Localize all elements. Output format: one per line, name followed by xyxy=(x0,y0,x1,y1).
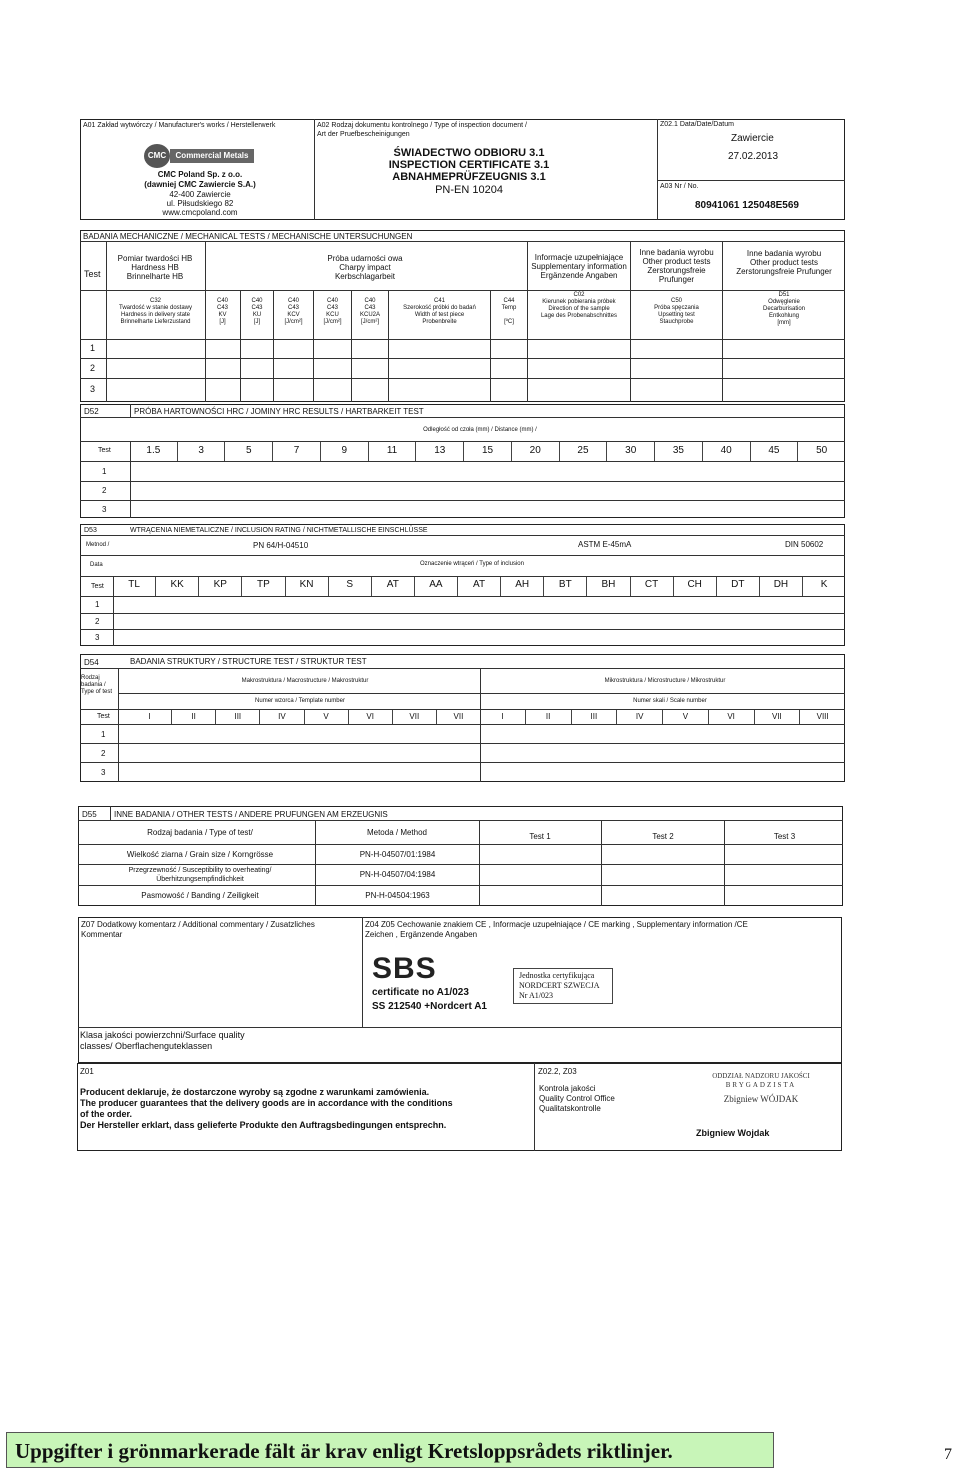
z01-label: Z01 xyxy=(80,1067,94,1076)
declaration-pl: Producent deklaruje, że dostarczone wyroby są zgodne z warunkami zamówienia. xyxy=(80,1087,430,1097)
cert-title-pl: ŚWIADECTWO ODBIORU 3.1 xyxy=(393,147,545,159)
cert-title-de: ABNAHMEPRÜFZEUGNIS 3.1 xyxy=(392,171,546,183)
jominy-row-1: 1 xyxy=(102,467,107,476)
inclusion-type-row xyxy=(113,577,845,596)
c44-header: C44 Temp [ºC] xyxy=(501,298,517,325)
c41-header: C41 Szerokość próbki do badań Width of test piece Probenbreite xyxy=(403,298,476,325)
jominy-distance-cell: 25 xyxy=(559,442,607,461)
micro-scale-cell: VII xyxy=(754,710,800,724)
inclusion-type-cell: KP xyxy=(198,577,241,596)
jominy-distance-cell: 15 xyxy=(463,442,511,461)
macro-scale-cell: V xyxy=(304,710,348,724)
signer-name: Zbigniew Wojdak xyxy=(696,1128,770,1138)
macro-label: Makrostruktura / Macrostructure / Makrostruktur xyxy=(241,678,369,684)
supplementary-de: Ergänzende Angaben xyxy=(540,271,618,280)
other-test3: Test 3 xyxy=(773,832,796,841)
jominy-distance-cell: 35 xyxy=(654,442,702,461)
jominy-distance-cell: 3 xyxy=(177,442,225,461)
macro-scale-cell: IV xyxy=(259,710,303,724)
ku-header: C40 C43 KU [J] xyxy=(251,298,263,325)
qc-en: Quality Control Office xyxy=(539,1094,615,1103)
other2-pl: Inne badania wyrobu xyxy=(746,249,822,258)
supplementary-en: Supplementary information xyxy=(531,262,627,271)
inclusion-type-cell: AT xyxy=(371,577,414,596)
z04-label-2: Zeichen , Ergänzende Angaben xyxy=(365,930,478,939)
inclusion-type-cell: BH xyxy=(586,577,629,596)
micro-scale-cell: IV xyxy=(616,710,662,724)
other-code: D55 xyxy=(82,810,97,819)
inclusion-type-cell: AH xyxy=(500,577,543,596)
inclusion-row-1: 1 xyxy=(95,600,100,609)
inclusion-type-cell: AT xyxy=(457,577,500,596)
grain-size-method: PN-H-04507/01:1984 xyxy=(359,850,436,859)
inclusion-type-cell: KK xyxy=(155,577,198,596)
nordcert-stamp: Jednostka certyfikująca NORDCERT SZWECJA Nr A1/023 xyxy=(513,968,613,1004)
inclusion-data-label: Data xyxy=(90,562,103,568)
z02-label: Z02.2, Z03 xyxy=(538,1067,577,1076)
structure-test-label: Test xyxy=(97,713,110,720)
scale-label: Numer skali / Scale number xyxy=(633,698,707,704)
grain-size-label: Wielkość ziarna / Grain size / Korngrösse xyxy=(126,850,274,859)
d51-header: D51 Odwęglenie Decarburisation Entkohlung [mm] xyxy=(762,292,806,326)
other2-de: Zerstorungsfreie Prufunger xyxy=(736,267,832,276)
kcv-header: C40 C43 KCV [J/cm²] xyxy=(284,298,303,325)
other-test2: Test 2 xyxy=(652,832,674,841)
other1-en: Other product tests xyxy=(642,257,711,266)
structure-type-label: Rodzaj badania / Type of test xyxy=(81,675,113,695)
qc-pl: Kontrola jakości xyxy=(539,1084,596,1093)
method-din: DIN 50602 xyxy=(785,540,824,549)
jominy-distance-cell: 11 xyxy=(368,442,416,461)
declaration-en-1: The producer guarantees that the delivery goods are in accordance with the conditions xyxy=(80,1098,453,1108)
place: Zawiercie xyxy=(731,133,774,144)
other2-en: Other product tests xyxy=(749,258,819,267)
structure-row-2: 2 xyxy=(101,749,106,758)
quality-class-2: classes/ Oberflachenguteklassen xyxy=(80,1041,213,1051)
sbs-logo: SBS xyxy=(372,952,437,985)
company-website: www.cmcpoland.com xyxy=(162,208,238,217)
micro-scale-row xyxy=(480,710,845,724)
mech-row-3: 3 xyxy=(90,384,96,394)
jominy-distance-cell: 45 xyxy=(750,442,798,461)
jominy-distance-cell: 7 xyxy=(272,442,320,461)
company-city: 42-400 Zawiercie xyxy=(169,190,231,199)
cert-title-en: INSPECTION CERTIFICATE 3.1 xyxy=(388,159,550,171)
logo-wordmark: Commercial Metals xyxy=(170,149,254,163)
declaration-de: Der Hersteller erklart, dass gelieferte Produkte den Auftragsbedingungen entsprechn. xyxy=(80,1120,447,1130)
jominy-distance-cell: 20 xyxy=(511,442,559,461)
inclusion-test-label: Test xyxy=(91,583,104,590)
inclusion-type-cell: CT xyxy=(630,577,673,596)
inclusion-method-label: Metnod / xyxy=(86,542,110,548)
cert-no-line: certificate no A1/023 xyxy=(372,987,469,998)
overheating-label: Przegrzewność / Susceptibility to overheating/ Überhitzungsempfindlichkeit xyxy=(128,867,272,883)
c50-header: C50 Próba spęczania Upsetting test Stauchprobe xyxy=(654,298,699,325)
inclusion-type-cell: TL xyxy=(128,579,140,590)
other1-pl: Inne badania wyrobu xyxy=(639,248,714,257)
macro-scale-cell: VII xyxy=(392,710,436,724)
structure-title: BADANIA STRUKTURY / STRUCTURE TEST / STRUKTUR TEST xyxy=(130,657,367,666)
structure-row-1: 1 xyxy=(101,730,106,739)
jominy-distance-cell: 30 xyxy=(606,442,654,461)
a02-label-1: A02 Rodzaj dokumentu kontrolnego / Type of inspection document / xyxy=(317,122,528,129)
jominy-test-label: Test xyxy=(98,447,111,454)
a01-label: A01 Zakład wytwórczy / Manufacturer's works / Herstellerwerk xyxy=(83,122,276,129)
jominy-distance-cell: 50 xyxy=(797,442,845,461)
inclusion-row-2: 2 xyxy=(95,617,100,626)
mech-row-2: 2 xyxy=(90,363,96,373)
c32-header: C32 Twardość w stanie dostawy Hardness in delivery state Brinnelharte Lieferzustand xyxy=(118,298,193,325)
banding-method: PN-H-04504:1963 xyxy=(365,891,430,900)
kcu-header: C40 C43 KCU [J/cm²] xyxy=(323,298,342,325)
charpy-de: Kerbschlagarbeit xyxy=(334,272,396,281)
micro-scale-cell: VIII xyxy=(799,710,845,724)
mechanical-test-label: Test xyxy=(84,269,101,279)
micro-label: Mikrostruktura / Microstructure / Mikrostruktur xyxy=(604,678,726,684)
other1-de: Zerstorungsfreie xyxy=(647,266,706,275)
cert-standard: PN-EN 10204 xyxy=(435,184,503,196)
charpy-pl: Próba udarności owa xyxy=(327,254,403,263)
green-requirements-note xyxy=(6,1432,774,1468)
c02-header: C02 Kierunek pobierania próbek Direction of the sample Lage des Probenabschnittes xyxy=(540,292,618,319)
hardness-pl: Pomiar twardości HB xyxy=(117,254,193,263)
inclusion-type-label: Oznaczenie wtrąceń / Type of inclusion xyxy=(420,561,524,567)
company-former-name: (dawniej CMC Zawiercie S.A.) xyxy=(144,180,256,189)
hardness-en: Hardness HB xyxy=(131,263,179,272)
inclusion-type-cell: DH xyxy=(759,577,802,596)
inclusion-type-cell: KN xyxy=(285,577,328,596)
inclusion-title: WTRĄCENIA NIEMETALICZNE / INCLUSION RATING / NICHTMETALLISCHE EINSCHLÜSSE xyxy=(130,527,428,534)
hardness-de: Brinnelharte HB xyxy=(126,272,184,281)
template-label: Numer wzorca / Template number xyxy=(255,698,345,704)
micro-scale-cell: VI xyxy=(708,710,754,724)
method-astm: ASTM E-45mA xyxy=(578,540,632,549)
jominy-row-2: 2 xyxy=(102,486,107,495)
quality-class-1: Klasa jakości powierzchni/Surface quality xyxy=(80,1030,245,1040)
other-title: INNE BADANIA / OTHER TESTS / ANDERE PRUFUNGEN AM ERZEUGNIS xyxy=(114,810,388,819)
micro-scale-cell: I xyxy=(501,712,504,721)
doc-number: 80941061 125048E569 xyxy=(695,200,799,211)
inclusion-type-cell: TP xyxy=(241,577,284,596)
jominy-distance-cell: 5 xyxy=(224,442,272,461)
jominy-distance-row xyxy=(130,442,845,461)
mechanical-title: BADANIA MECHANICZNE / MECHANICAL TESTS / MECHANISCHE UNTERSUCHUNGEN xyxy=(83,232,413,241)
kv-header: C40 C43 KV [J] xyxy=(216,298,228,325)
macro-scale-cell: VII xyxy=(436,710,480,724)
other1-de2: Prufunger xyxy=(658,275,695,284)
inclusion-code: D53 xyxy=(84,527,97,534)
method-pn: PN 64/H-04510 xyxy=(253,541,309,550)
inclusion-type-cell: BT xyxy=(543,577,586,596)
micro-scale-cell: II xyxy=(525,710,571,724)
jominy-distance-cell: 13 xyxy=(415,442,463,461)
micro-scale-cell: III xyxy=(571,710,617,724)
micro-scale-cell: V xyxy=(662,710,708,724)
other-test1: Test 1 xyxy=(529,832,551,841)
inclusion-type-cell: AA xyxy=(414,577,457,596)
date: 27.02.2013 xyxy=(728,151,779,162)
mech-row-1: 1 xyxy=(90,343,96,353)
other-type-header: Rodzaj badania / Type of test/ xyxy=(147,828,253,837)
a03-label: A03 Nr / No. xyxy=(660,183,699,190)
inclusion-type-cell: CH xyxy=(673,577,716,596)
qc-de: Qualitatskontrolle xyxy=(539,1104,601,1113)
company-street: ul. Piłsudskiego 82 xyxy=(166,199,234,208)
macro-scale-cell: I xyxy=(148,712,151,721)
jominy-title: PRÓBA HARTOWNOŚCI HRC / JOMINY HRC RESULTS / HARTBARKEIT TEST xyxy=(134,407,424,416)
jominy-distance-label: Odległość od czoła (mm) / Distance (mm) / xyxy=(423,427,537,433)
charpy-en: Charpy impact xyxy=(339,263,391,272)
page-number: 7 xyxy=(944,1446,952,1463)
company-logo xyxy=(144,144,254,170)
cmc-globe-icon: CMC xyxy=(144,144,170,168)
z07-label-1: Z07 Dodatkowy komentarz / Additional commentary / Zusatzliches xyxy=(81,920,315,929)
macro-scale-cell: III xyxy=(215,710,259,724)
macro-scale-row xyxy=(128,710,480,724)
jominy-distance-cell: 40 xyxy=(702,442,750,461)
z021-label: Z02.1 Data/Date/Datum xyxy=(660,121,734,128)
kcu2a-header: C40 C43 KCU2A [J/cm²] xyxy=(359,298,380,325)
banding-label: Pasmowość / Banding / Zeiligkeit xyxy=(141,891,259,900)
other-method-header: Metoda / Method xyxy=(366,828,428,837)
z07-label-2: Kommentar xyxy=(81,930,123,939)
jominy-row-3: 3 xyxy=(102,505,107,514)
inclusion-type-cell: DT xyxy=(716,577,759,596)
structure-row-3: 3 xyxy=(101,768,106,777)
z04-label-1: Z04 Z05 Cechowanie znakiem CE , Informacje uzupełniające / CE marking , Supplementary information /CE xyxy=(365,920,748,929)
inclusion-type-cell: S xyxy=(328,577,371,596)
footer-note-text: Uppgifter i grönmarkerade fält är krav enligt Kretsloppsrådets riktlinjer. xyxy=(15,1439,673,1463)
jominy-code: D52 xyxy=(84,407,99,416)
structure-code: D54 xyxy=(84,658,99,667)
supplementary-pl: Informacje uzupełniające xyxy=(534,253,624,262)
jominy-distance-cell: 1.5 xyxy=(146,445,161,456)
macro-scale-cell: II xyxy=(171,710,215,724)
qc-stamp: ODDZIAŁ NADZORU JAKOŚCI BRYGADZISTA Zbigniew WÓJDAK xyxy=(712,1072,810,1104)
declaration-en-2: of the order. xyxy=(80,1109,133,1119)
nordcert-line: SS 212540 +Nordcert A1 xyxy=(372,1001,487,1012)
inclusion-type-cell: K xyxy=(802,577,845,596)
a02-label-2: Art der Pruefbescheinigungen xyxy=(317,131,410,138)
jominy-distance-cell: 9 xyxy=(320,442,368,461)
inclusion-row-3: 3 xyxy=(95,633,100,642)
overheating-method: PN-H-04507/04:1984 xyxy=(359,870,436,879)
company-name: CMC Poland Sp. z o.o. xyxy=(157,170,243,179)
macro-scale-cell: VI xyxy=(348,710,392,724)
